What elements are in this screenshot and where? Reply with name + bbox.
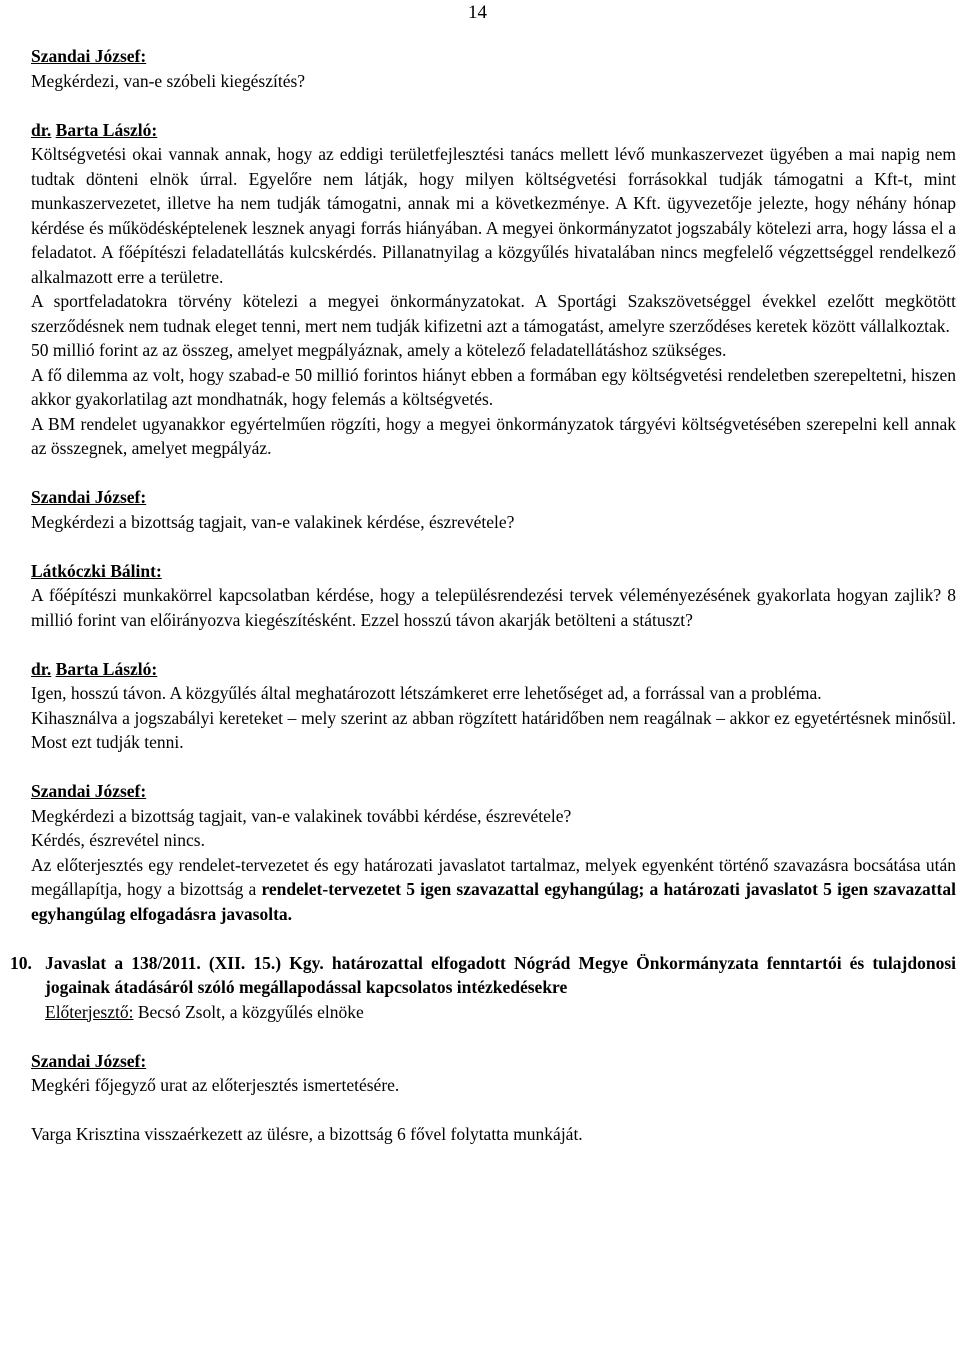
paragraph: Megkérdezi a bizottság tagjait, van-e valakinek további kérdése, észrevétele? xyxy=(31,805,572,826)
paragraph: A főépítészi munkakörrel kapcsolatban kérdése, hogy a településrendezési tervek véleményezésének gyakorlata hogyan zajlik? 8 millió forint van előirányozva kiegészítésként. Ezzel hosszú távon akarják betölteni a státuszt? xyxy=(31,585,956,630)
resolution-bold-text: rendelet-tervezetet 5 igen szavazattal egyhangúlag; a határozati javaslatot 5 igen szavazattal egyhangúlag elfogadásra javasolta. xyxy=(31,879,956,924)
agenda-item-title: Javaslat a 138/2011. (XII. 15.) Kgy. határozattal elfogadott Nógrád Megye Önkormányzata fenntartói és tulajdonosi jogainak átadásáról szóló megállapodással kapcsolatos intézkedésekre xyxy=(45,952,956,997)
speaker-name: Szandai József: xyxy=(31,487,147,507)
resolution-text: Az előterjesztés egy rendelet-tervezetet és egy határozati javaslatot tartalmaz, melyek egyenként történő szavazásra bocsátása után megállapítja, hogy a bizottság a xyxy=(31,854,956,899)
paragraph: Kérdés, észrevétel nincs. xyxy=(31,830,205,850)
paragraph: Megkéri főjegyző urat az előterjesztés ismertetésére. xyxy=(31,1075,400,1095)
paragraph: Megkérdezi a bizottság tagjait, van-e valakinek kérdése, észrevétele? xyxy=(31,511,515,532)
presenter-line xyxy=(45,1000,956,1025)
speaker-block xyxy=(31,485,956,534)
speaker-name xyxy=(31,657,956,682)
paragraph: Kihasználva a jogszabályi kereteket – mely szerint az abban rögzített határidőben nem reagálnak – akkor ez egyetértésnek minősül. Most ezt tudják tenni. xyxy=(31,707,956,752)
speaker-block xyxy=(31,779,956,926)
speaker-name: Látkóczki Bálint: xyxy=(31,560,162,581)
speaker-block xyxy=(31,44,956,93)
speaker-name xyxy=(31,118,956,143)
speaker-block xyxy=(31,657,956,755)
closing-note xyxy=(31,1122,956,1147)
speaker-block xyxy=(31,559,956,633)
speaker-block xyxy=(31,118,956,461)
page-number: 14 xyxy=(468,2,487,23)
agenda-item-10 xyxy=(10,951,956,1025)
paragraph: A sportfeladatokra törvény kötelezi a megyei önkormányzatokat. A Sportági Szakszövetséggel évekkel ezelőtt megkötött szerződésnek nem tudnak eleget tenni, mert nem tudják kifizetni azt a támogatást, amelyre szerződéses keretek között vállalkoztak. xyxy=(31,291,956,336)
minutes-body xyxy=(10,44,956,1147)
paragraph: Megkérdezi, van-e szóbeli kiegészítés? xyxy=(31,70,306,91)
paragraph: Költségvetési okai vannak annak, hogy az eddigi területfejlesztési tanács mellett lévő munkaszervezet ügyében a mai napig nem tudtak dönteni elnök úrral. Egyelőre nem látják, hogy milyen költségvetési forrásokkal tudják támogatni a Kft-t, mint munkaszervezetet, illetve ha nem tudják támogatni, annak mi a következménye. A Kft. ügyvezetője jelezte, hogy néhány hónap kérdése és működésképtelenek lesznek anyagi forrás hiányában. A megyei önkormányzatot jogszabály kötelezi arra, hogy lássa el a feladatot. A főépítészi feladatellátás kulcskérdés. Pillanatnyilag a közgyűlés hivatalában nincs megfelelő végzettséggel rendelkező alkalmazott erre a területre. xyxy=(31,144,956,287)
speaker-name-text: Barta László: xyxy=(55,658,158,679)
agenda-item-number: 10. xyxy=(10,952,32,973)
speaker-name: Szandai József: xyxy=(31,1050,147,1071)
presenter-name: Becsó Zsolt, a közgyűlés elnöke xyxy=(133,1001,364,1022)
resolution-paragraph xyxy=(31,853,956,927)
presenter-label: Előterjesztő: xyxy=(45,1001,134,1022)
paragraph: 50 millió forint az az összeg, amelyet megpályáznak, amely a kötelező feladatellátáshoz szükséges. xyxy=(31,340,727,360)
paragraph: A fő dilemma az volt, hogy szabad-e 50 millió forintos hiányt ebben a formában egy költségvetési rendeletben szerepeltetni, hiszen akkor gyakorlatilag azt mondhatnák, hogy felemás a költségvetés. xyxy=(31,364,956,409)
paragraph: Igen, hosszú távon. A közgyűlés által meghatározott létszámkeret erre lehetőséget ad, a forrással van a probléma. xyxy=(31,683,822,703)
speaker-name: Szandai József: xyxy=(31,46,147,66)
speaker-prefix: dr. xyxy=(31,658,52,679)
paragraph: A BM rendelet ugyanakkor egyértelműen rögzíti, hogy a megyei önkormányzatok tárgyévi költségvetésében szerepelni kell annak az összegnek, amelyet megpályáz. xyxy=(31,413,956,458)
speaker-block xyxy=(31,1049,956,1098)
speaker-prefix: dr. xyxy=(31,119,52,140)
paragraph: Varga Krisztina visszaérkezett az ülésre, a bizottság 6 fővel folytatta munkáját. xyxy=(31,1124,583,1144)
speaker-name-text: Barta László: xyxy=(55,119,158,140)
speaker-name: Szandai József: xyxy=(31,781,147,801)
